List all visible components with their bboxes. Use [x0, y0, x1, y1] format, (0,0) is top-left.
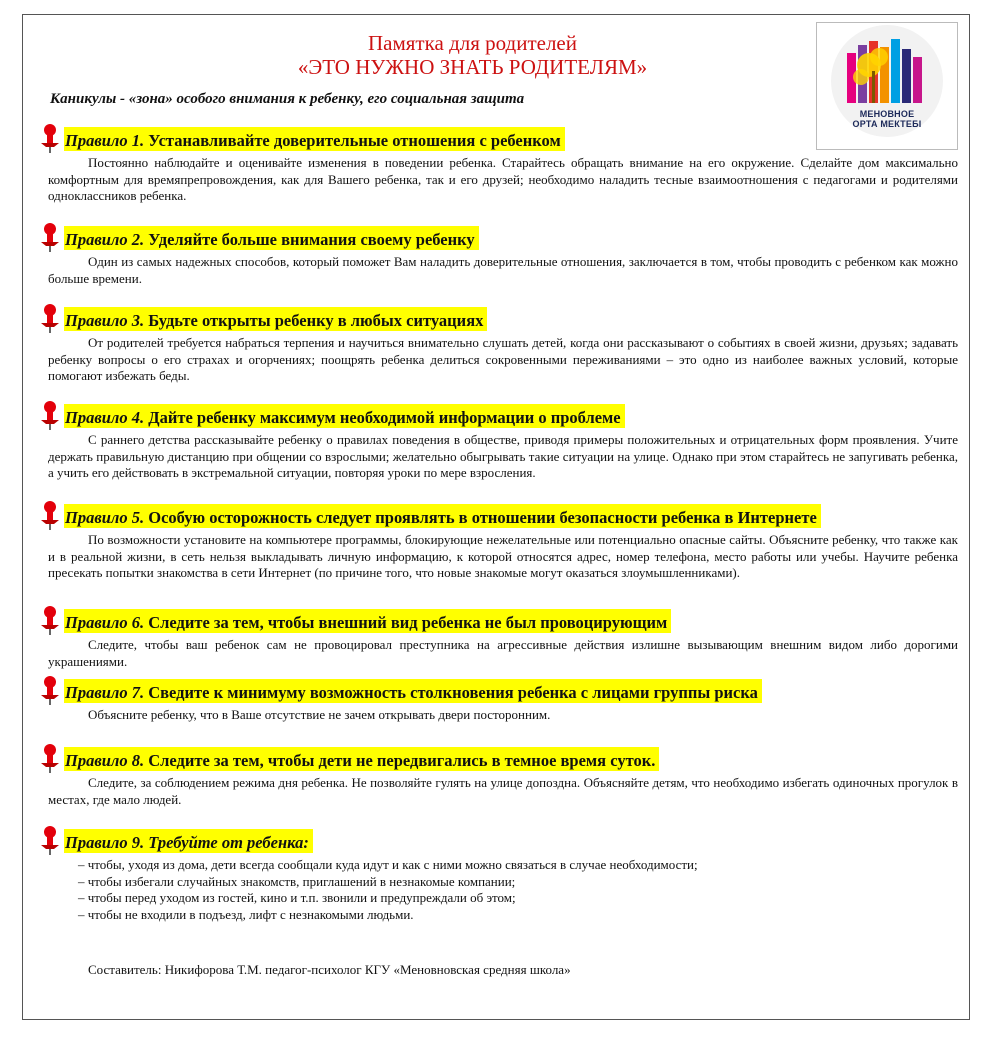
pushpin-icon: [38, 500, 62, 530]
logo-text-line1: МЕНОВНОЕ: [859, 109, 915, 119]
rule-title: [64, 127, 565, 151]
rule-title-text: Устанавливайте доверительные отношения с ребенком: [144, 131, 561, 150]
page-title-quote: «ЭТО НУЖНО ЗНАТЬ РОДИТЕЛЯМ»: [297, 55, 648, 79]
rule-heading: [38, 402, 958, 432]
rule-title-text: Особую осторожность следует проявлять в отношении безопасности ребенка в Интернете: [144, 508, 817, 527]
rule-body: Объясните ребенку, что в Ваше отсутствие не зачем открывать двери посторонним.: [88, 707, 551, 722]
rule-title: [64, 226, 479, 250]
rule-6: [38, 607, 958, 670]
rule-8: [38, 745, 958, 808]
pushpin-icon: [38, 222, 62, 252]
rule-9: [38, 827, 958, 923]
rule-title: [64, 609, 671, 633]
rule-heading: [38, 224, 958, 254]
rule-3: [38, 305, 958, 385]
rule-5: [38, 502, 958, 582]
rule-heading: [38, 745, 958, 775]
pushpin-icon: [38, 675, 62, 705]
pushpin-icon: [38, 123, 62, 153]
rule-title: [64, 747, 659, 771]
rule-heading: [38, 827, 958, 857]
rule-number: Правило 6.: [65, 613, 145, 632]
list-item: – чтобы избегали случайных знакомств, приглашений в незнакомые компании;: [78, 873, 516, 889]
rule-number: Правило 3.: [65, 311, 145, 330]
rule-2: [38, 224, 958, 287]
rule-heading: [38, 607, 958, 637]
rule-body: Следите, чтобы ваш ребенок сам не провоцировал преступника на агрессивные действия излишне вызывающим внешним видом либо дорогими украшениями.: [48, 637, 958, 669]
pushpin-icon: [38, 605, 62, 635]
rule-title-text: Будьте открыты ребенку в любых ситуациях: [144, 311, 484, 330]
requirements-list: [38, 857, 958, 923]
rule-number: Правило 5.: [65, 508, 145, 527]
rule-title-text: Следите за тем, чтобы дети не передвигались в темное время суток.: [144, 751, 656, 770]
pushpin-icon: [38, 825, 62, 855]
rule-number: Правило 9.: [65, 833, 145, 852]
pushpin-icon: [38, 400, 62, 430]
rule-number: Правило 4.: [65, 408, 145, 427]
rule-title-text: Требуйте от ребенка:: [144, 833, 309, 852]
rule-body: С раннего детства рассказывайте ребенку о правилах поведения в обществе, приводя примеры положительных и отрицательных форм проявления. Учите держать правильную дистанцию при общении со взрослыми; желательно обыгрывать такие ситуации на улице. Однако при этом старайтесь не запугивать ребенка, а учить его действовать в экстремальной ситуации, повторяя уроки по мере взросления.: [48, 432, 958, 480]
rule-body: Постоянно наблюдайте и оценивайте изменения в поведении ребенка. Старайтесь обращать внимание на его окружение. Сделайте дом максимально комфортным для времяпрепровождения, как для Вашего ребенка, так и его друзей; необходимо наладить тесные взаимоотношения с педагогами и родителями одноклассников ребенка.: [48, 155, 958, 203]
rule-number: Правило 7.: [65, 683, 145, 702]
rule-title-text: Дайте ребенку максимум необходимой информации о проблеме: [144, 408, 621, 427]
subtitle: Каникулы - «зона» особого внимания к ребенку, его социальная защита: [50, 91, 525, 107]
pushpin-icon: [38, 743, 62, 773]
rule-title-text: Сведите к минимуму возможность столкновения ребенка с лицами группы риска: [144, 683, 758, 702]
rule-4: [38, 402, 958, 482]
rule-title: [64, 504, 821, 528]
rule-title-text: Следите за тем, чтобы внешний вид ребенка не был провоцирующим: [144, 613, 668, 632]
rule-number: Правило 1.: [65, 131, 145, 150]
pushpin-icon: [38, 303, 62, 333]
page-title: Памятка для родителей: [368, 31, 577, 55]
rule-number: Правило 8.: [65, 751, 145, 770]
rule-7: [38, 677, 958, 724]
rule-heading: [38, 125, 958, 155]
author-credit: Составитель: Никифорова Т.М. педагог-психолог КГУ «Меновновская средняя школа»: [88, 962, 571, 977]
logo-text-line2: ОРТА МЕКТЕБІ: [852, 119, 922, 129]
rule-heading: [38, 677, 958, 707]
rule-body: От родителей требуется набраться терпения и научиться внимательно слушать детей, когда они рассказывают о событиях в своей жизни, друзьях; задавать ребенку вопросы о его страхах и огорчениях; поощрять ребенка делиться сокровенными переживаниями – это одно из наиболее важных условий, которые помогают избежать беды.: [48, 335, 958, 383]
rule-heading: [38, 305, 958, 335]
rule-title: [64, 307, 487, 331]
rule-title: [64, 404, 625, 428]
rule-title: [64, 829, 313, 853]
list-item: – чтобы не входили в подъезд, лифт с незнакомыми людьми.: [78, 906, 414, 922]
rule-number: Правило 2.: [65, 230, 145, 249]
rule-title-text: Уделяйте больше внимания своему ребенку: [144, 230, 475, 249]
list-item: – чтобы перед уходом из гостей, кино и т.п. звонили и предупреждали об этом;: [78, 890, 516, 905]
rule-1: [38, 125, 958, 205]
rule-body: По возможности установите на компьютере программы, блокирующие нежелательные или потенциально опасные сайты. Объясните ребенку, что также как и в реальной жизни, в сеть нельзя выкладывать личную информацию, к которой относятся адрес, номер телефона, место работы или учебы. Научите ребенка пресекать попытки знакомства в сети Интернет (по причине того, что новые знакомые могут оказаться злоумышленниками).: [48, 532, 958, 580]
list-item: – чтобы, уходя из дома, дети всегда сообщали куда идут и как с ними можно связаться в случае необходимости;: [78, 857, 698, 872]
rule-heading: [38, 502, 958, 532]
rule-body: Один из самых надежных способов, который поможет Вам наладить доверительные отношения, заключается в том, чтобы проводить с ребенком как можно больше времени.: [48, 254, 958, 286]
rule-body: Следите, за соблюдением режима дня ребенка. Не позволяйте гулять на улице допоздна. Объясняйте детям, что необходимо избегать одиночных прогулок в местах, где мало людей.: [48, 775, 958, 807]
rule-title: [64, 679, 762, 703]
